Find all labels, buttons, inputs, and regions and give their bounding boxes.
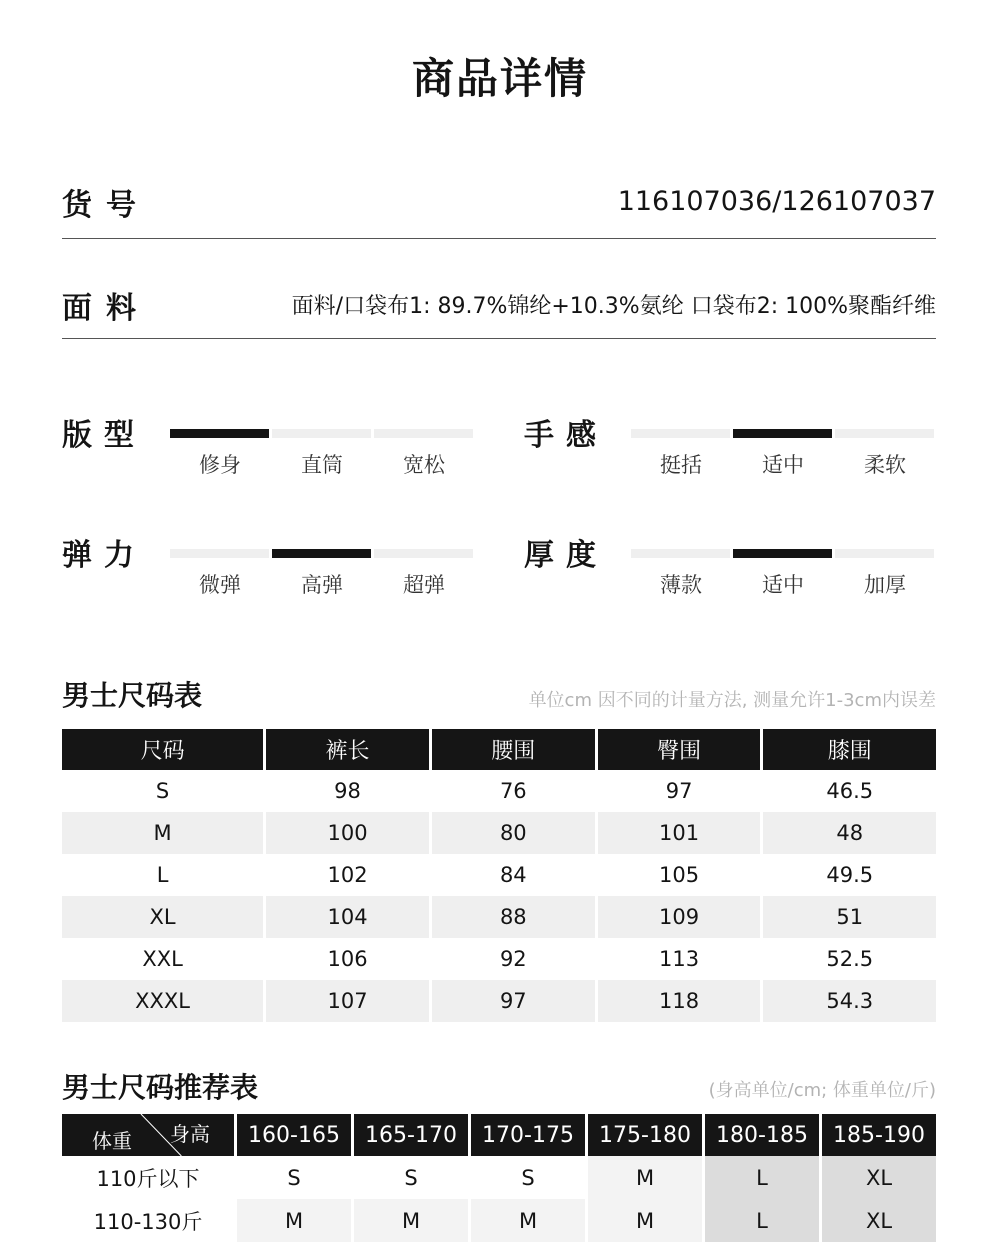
size-chart-cell: XXL xyxy=(142,947,183,971)
size-chart-cell: M xyxy=(62,812,263,854)
size-chart-cell: 107 xyxy=(266,980,429,1022)
attribute-label: 厚度 xyxy=(524,538,608,573)
table-row xyxy=(62,1156,936,1199)
scale-option-label: 柔软 xyxy=(864,453,906,477)
scale-segment xyxy=(170,549,269,558)
divider xyxy=(62,338,936,339)
recommended-size-cell: L xyxy=(705,1199,819,1242)
scale-option-label: 修身 xyxy=(199,453,241,477)
scale-option-label: 高弹 xyxy=(301,573,343,597)
item-number-label: 货号 xyxy=(62,188,150,223)
size-chart-title: 男士尺码表 xyxy=(62,679,203,712)
scale-segment-selected xyxy=(733,429,832,438)
size-chart-cell: 51 xyxy=(763,896,936,938)
scale-option-label: 适中 xyxy=(762,573,804,597)
scale-option-label: 适中 xyxy=(762,453,804,477)
size-chart-cell: 97 xyxy=(432,980,595,1022)
scale-option-label: 超弹 xyxy=(403,573,445,597)
table-row xyxy=(62,812,936,854)
size-chart-cell: 54.3 xyxy=(763,980,936,1022)
size-chart-note: 单位cm 因不同的计量方法, 测量允许1-3cm内误差 xyxy=(528,690,936,711)
weight-axis-label: 体重 xyxy=(92,1129,132,1153)
attribute-label: 弹力 xyxy=(62,538,146,573)
attribute-scale xyxy=(631,549,937,597)
scale-segment xyxy=(631,429,730,438)
size-chart-cell: 101 xyxy=(598,812,761,854)
size-chart-cell: 109 xyxy=(598,896,761,938)
recommended-size-cell: M xyxy=(471,1199,585,1242)
scale-segment xyxy=(835,549,934,558)
recommended-size-cell: S xyxy=(521,1165,535,1190)
attribute-label: 版型 xyxy=(62,418,146,453)
fabric-value: 面料/口袋布1: 89.7%锦纶+10.3%氨纶 口袋布2: 100%聚酯纤维 xyxy=(291,294,936,319)
page-title: 商品详情 xyxy=(411,54,588,103)
scale-option-label: 挺括 xyxy=(660,453,702,477)
recommended-size-cell: XL xyxy=(822,1156,936,1199)
height-range-header: 185-190 xyxy=(822,1114,936,1156)
recommended-size-cell: S xyxy=(404,1165,418,1190)
weight-range-cell: 110斤以下 xyxy=(96,1166,200,1191)
table-row xyxy=(62,896,936,938)
size-chart-cell: 102 xyxy=(327,863,368,887)
scale-option-label: 直筒 xyxy=(301,453,343,477)
scale-segment xyxy=(272,429,371,438)
attribute-scale xyxy=(170,549,476,597)
weight-range-cell: 110-130斤 xyxy=(93,1209,203,1234)
recommend-chart-title: 男士尺码推荐表 xyxy=(62,1071,259,1104)
scale-option-label: 宽松 xyxy=(403,453,445,477)
size-chart-cell: 46.5 xyxy=(826,779,874,803)
attribute-scale xyxy=(170,429,476,477)
size-chart-header: 腰围 xyxy=(432,729,595,770)
scale-option-label: 加厚 xyxy=(864,573,906,597)
scale-segment-selected xyxy=(272,549,371,558)
scale-segment xyxy=(631,549,730,558)
attribute-label: 手感 xyxy=(524,418,608,453)
scale-option-label: 薄款 xyxy=(660,573,702,597)
size-chart-cell: 88 xyxy=(432,896,595,938)
size-chart-cell: 98 xyxy=(334,779,361,803)
scale-segment xyxy=(835,429,934,438)
recommended-size-cell: S xyxy=(287,1165,301,1190)
height-range-header: 170-175 xyxy=(471,1114,585,1156)
table-row xyxy=(62,854,936,896)
recommended-size-cell: XL xyxy=(822,1199,936,1242)
size-chart-cell: 104 xyxy=(266,896,429,938)
size-chart-cell: 92 xyxy=(499,947,527,971)
size-chart-cell: XL xyxy=(62,896,263,938)
recommended-size-cell: M xyxy=(588,1156,702,1199)
scale-segment xyxy=(374,429,473,438)
height-range-header: 165-170 xyxy=(354,1114,468,1156)
divider xyxy=(62,238,936,239)
size-chart-cell: 76 xyxy=(499,779,527,803)
size-chart-cell: XXXL xyxy=(62,980,263,1022)
height-range-header: 180-185 xyxy=(705,1114,819,1156)
size-chart-header: 尺码 xyxy=(62,729,263,770)
size-chart-header: 膝围 xyxy=(763,729,936,770)
height-range-header: 175-180 xyxy=(588,1114,702,1156)
recommend-chart-note: (身高单位/cm; 体重单位/斤) xyxy=(708,1080,936,1101)
scale-segment-selected xyxy=(733,549,832,558)
size-chart-cell: 84 xyxy=(499,863,527,887)
size-chart-cell: 106 xyxy=(327,947,368,971)
size-chart-cell: 118 xyxy=(598,980,761,1022)
recommended-size-cell: L xyxy=(705,1156,819,1199)
size-chart-cell: 105 xyxy=(659,863,700,887)
recommend-chart-table xyxy=(59,1114,939,1242)
table-row xyxy=(62,938,936,980)
size-chart-cell: 49.5 xyxy=(826,863,874,887)
size-chart-header: 臀围 xyxy=(598,729,761,770)
recommended-size-cell: M xyxy=(354,1199,468,1242)
table-row xyxy=(62,770,936,812)
size-chart-table xyxy=(59,729,939,1022)
scale-segment-selected xyxy=(170,429,269,438)
size-chart-cell: 52.5 xyxy=(826,947,874,971)
size-chart-header: 裤长 xyxy=(266,729,429,770)
fabric-label: 面料 xyxy=(62,291,150,326)
size-chart-cell: 80 xyxy=(432,812,595,854)
size-chart-cell: 100 xyxy=(266,812,429,854)
size-chart-cell: S xyxy=(155,779,170,803)
scale-segment xyxy=(374,549,473,558)
attribute-scale xyxy=(631,429,937,477)
table-row xyxy=(62,980,936,1022)
size-chart-cell: L xyxy=(156,863,169,887)
height-axis-label: 身高 xyxy=(170,1122,210,1146)
height-range-header: 160-165 xyxy=(237,1114,351,1156)
size-chart-cell: 97 xyxy=(665,779,693,803)
size-chart-cell: 48 xyxy=(763,812,936,854)
scale-option-label: 微弹 xyxy=(199,573,241,597)
item-number-value: 116107036/126107037 xyxy=(617,186,936,217)
recommended-size-cell: M xyxy=(237,1199,351,1242)
size-chart-cell: 113 xyxy=(659,947,700,971)
recommend-corner-header xyxy=(62,1114,234,1156)
recommended-size-cell: M xyxy=(588,1199,702,1242)
